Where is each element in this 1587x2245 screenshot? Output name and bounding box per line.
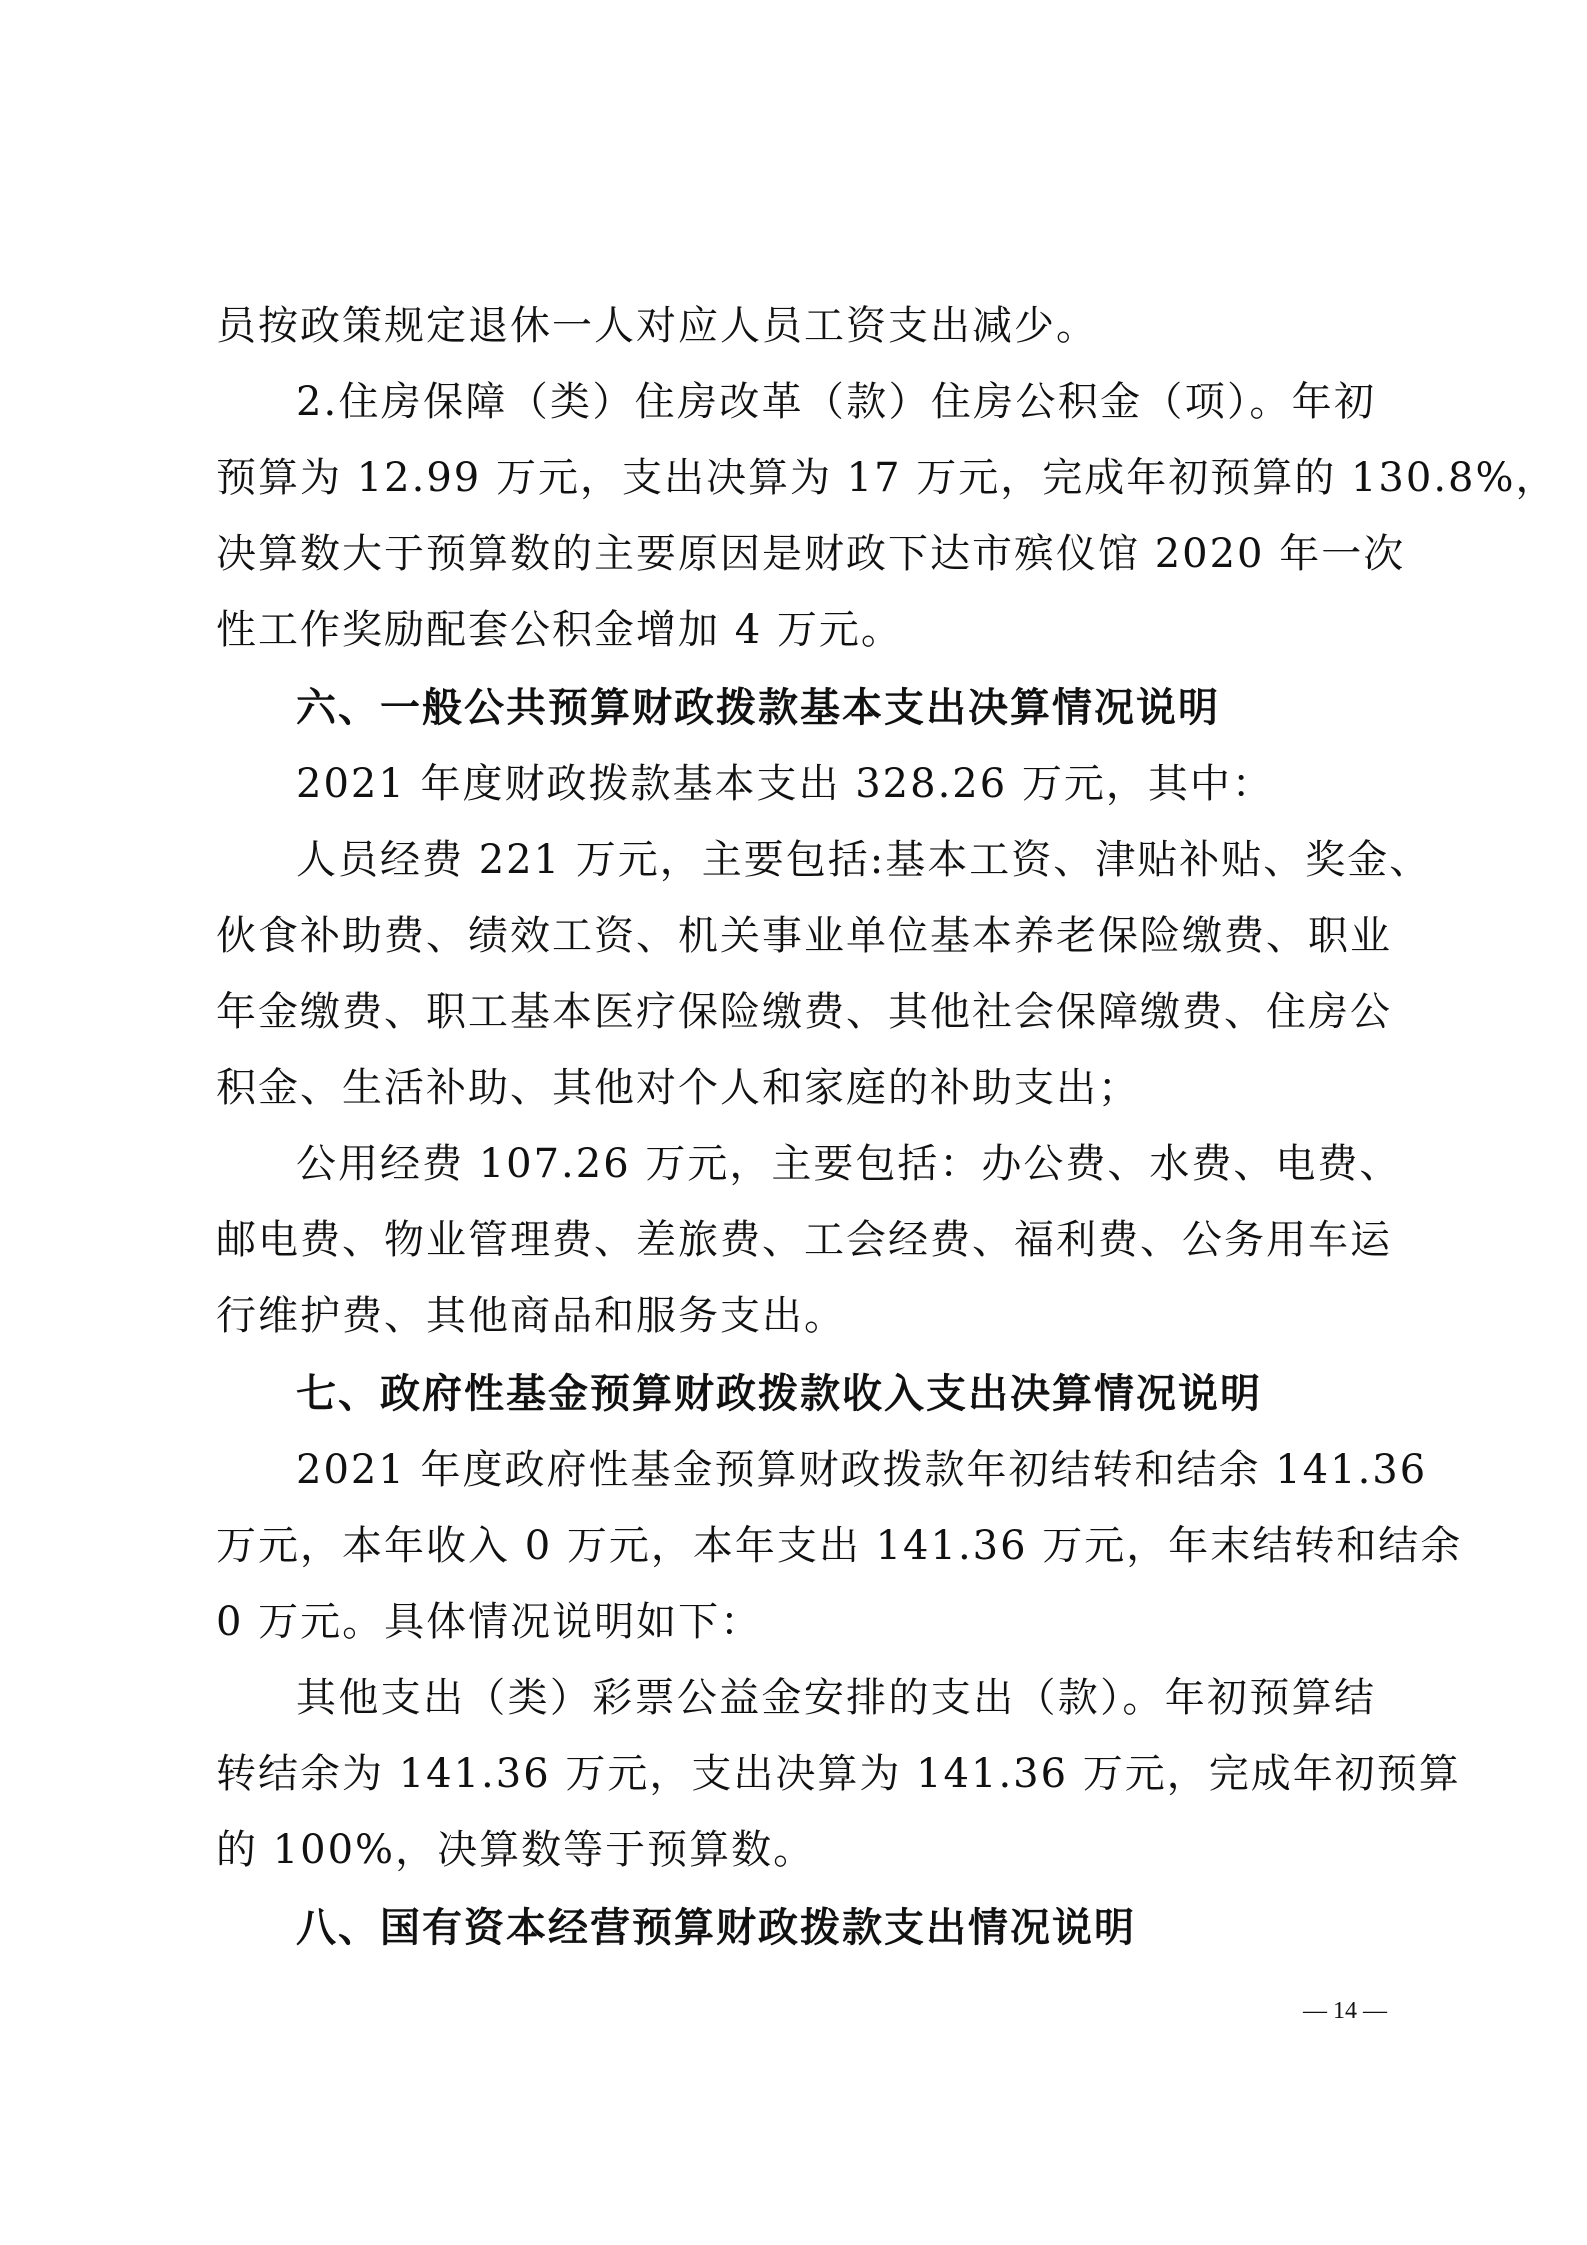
text-line: 伙食补助费、绩效工资、机关事业单位基本养老保险缴费、职业 (216, 913, 1392, 959)
text-line: 2.住房保障（类）住房改革（款）住房公积金（项）。年初 (296, 379, 1376, 425)
text-line: 年金缴费、职工基本医疗保险缴费、其他社会保障缴费、住房公 (216, 989, 1392, 1035)
section-heading: 六、一般公共预算财政拨款基本支出决算情况说明 (296, 685, 1220, 731)
text-line: 预算为 12.99 万元，支出决算为 17 万元，完成年初预算的 130.8%， (216, 455, 1558, 501)
text-line: 决算数大于预算数的主要原因是财政下达市殡仪馆 2020 年一次 (216, 531, 1406, 577)
text-line: 行维护费、其他商品和服务支出。 (216, 1293, 846, 1339)
text-line: 2021 年度财政拨款基本支出 328.26 万元，其中： (296, 761, 1274, 807)
text-line: 人员经费 221 万元，主要包括:基本工资、津贴补贴、奖金、 (296, 837, 1432, 883)
text-line: 公用经费 107.26 万元，主要包括：办公费、水费、电费、 (296, 1141, 1402, 1187)
text-line: 其他支出（类）彩票公益金安排的支出（款）。年初预算结 (296, 1675, 1376, 1721)
text-line: 万元，本年收入 0 万元，本年支出 141.36 万元，年末结转和结余 (216, 1523, 1463, 1569)
text-line: 性工作奖励配套公积金增加 4 万元。 (216, 607, 903, 653)
section-heading: 八、国有资本经营预算财政拨款支出情况说明 (296, 1905, 1136, 1951)
text-line: 2021 年度政府性基金预算财政拨款年初结转和结余 141.36 (296, 1447, 1428, 1493)
text-line: 转结余为 141.36 万元，支出决算为 141.36 万元，完成年初预算 (216, 1751, 1461, 1797)
page-number: — 14 — (1303, 1998, 1387, 2024)
text-line: 积金、生活补助、其他对个人和家庭的补助支出； (216, 1065, 1140, 1111)
text-line: 员按政策规定退休一人对应人员工资支出减少。 (216, 303, 1098, 349)
text-line: 邮电费、物业管理费、差旅费、工会经费、福利费、公务用车运 (216, 1217, 1392, 1263)
text-line: 的 100%，决算数等于预算数。 (216, 1827, 816, 1873)
section-heading: 七、政府性基金预算财政拨款收入支出决算情况说明 (296, 1371, 1262, 1417)
text-line: 0 万元。具体情况说明如下： (216, 1599, 763, 1645)
